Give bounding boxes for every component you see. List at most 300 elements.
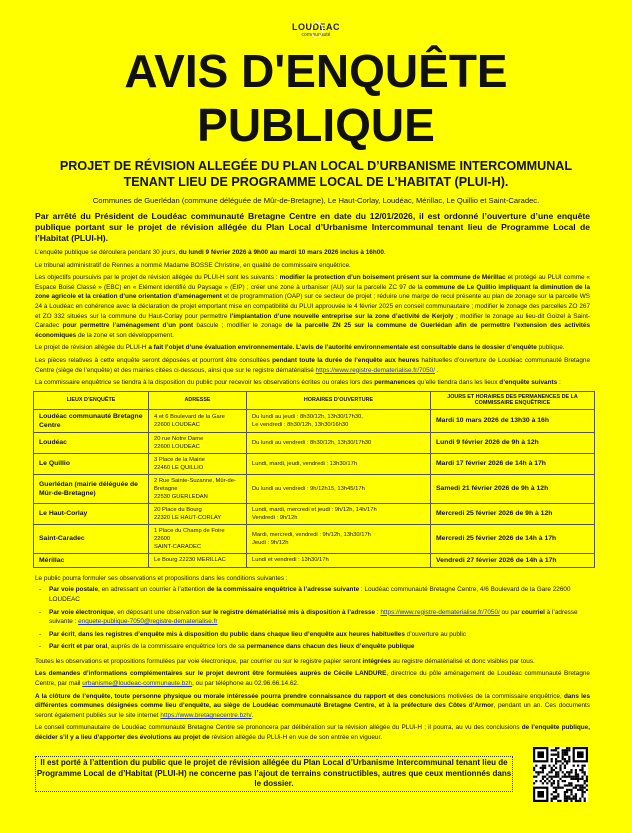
hours-cell [247, 409, 431, 432]
qr-module [573, 795, 575, 797]
qr-module [553, 753, 555, 755]
qr-module [548, 775, 550, 777]
text-segment: Les demandes d’informations complémentaires sur le projet devront être formulées auprès de Cécile LANDURE [35, 670, 387, 678]
intro-paragraphs [35, 248, 590, 388]
text-segment: . [434, 366, 439, 374]
qr-module [581, 793, 583, 795]
qr-module [577, 777, 579, 779]
address-line: Le Bourg 22230 MERILLAC [154, 557, 226, 564]
qr-module [540, 766, 542, 768]
intro-section [35, 211, 590, 388]
place-cell: Mérillac [34, 553, 149, 567]
text-segment: courriel [521, 608, 545, 616]
qr-module [564, 766, 566, 768]
qr-module [566, 760, 568, 762]
qr-module [542, 764, 544, 766]
conditions-list [35, 585, 590, 652]
paragraph [35, 669, 590, 688]
permanence-cell: Lundi 9 février 2026 de 9h à 12h [431, 432, 595, 453]
qr-module [581, 788, 583, 790]
address-cell [149, 409, 247, 432]
address-cell [149, 474, 247, 503]
qr-module [557, 782, 559, 784]
address-line: 22460 LE QUILLIO [154, 464, 204, 471]
qr-module [584, 791, 586, 793]
qr-module [568, 775, 570, 777]
text-segment: permanences [374, 379, 416, 387]
text-segment: du lundi 9 février 2026 à 9h00 au mardi 10 mars 2026 inclus à 16h00 [178, 249, 384, 256]
qr-module [564, 753, 566, 755]
qr-module [577, 773, 579, 775]
closing-paragraphs [35, 657, 590, 743]
qr-module [546, 773, 548, 775]
qr-module [577, 775, 579, 777]
text-segment: permanence dans chacun des lieux d’enquête publique [246, 643, 415, 651]
text-segment: bascule ; modifier le zonage [193, 322, 286, 330]
qr-module [542, 775, 544, 777]
text-segment: ; modifier le zonage au lieu-dit Goizel à Saint-Caradec [35, 312, 590, 330]
text-segment: Les objectifs poursuivis par le projet de révision allégée du PLUI-H sont les suivants : [35, 274, 280, 282]
qr-module [553, 791, 555, 793]
qr-module [551, 758, 553, 760]
qr-module [553, 797, 555, 799]
qr-module [570, 777, 572, 779]
qr-module [555, 795, 557, 797]
qr-module [559, 769, 561, 771]
column-header: ADRESSE [149, 391, 247, 409]
qr-module [568, 773, 570, 775]
qr-module [579, 797, 581, 799]
text-segment: . [251, 711, 254, 719]
qr-module [555, 797, 557, 799]
qr-module [581, 769, 583, 771]
qr-module [546, 777, 548, 779]
qr-module [553, 764, 555, 766]
permanences-table [33, 391, 595, 568]
text-segment: de la parcelle ZN 25 sur la commune de Guerlédan afin de permettre l’extension des activités économiques [35, 322, 591, 339]
address-cell [149, 453, 247, 474]
qr-module [533, 775, 535, 777]
address-line: 20 rue Notre Dame [154, 435, 204, 442]
qr-code-icon[interactable] [533, 747, 588, 802]
qr-module [540, 780, 542, 782]
permanence-cell: Mercredi 25 février 2026 de 9h à 12h [431, 503, 595, 524]
qr-module [581, 795, 583, 797]
qr-module [579, 788, 581, 790]
text-segment: au registre dématérialisé et donc visibles par tous. [390, 657, 535, 665]
qr-module [533, 782, 535, 784]
text-segment: , auprès de la commissaire enquêtrice lors de sa [107, 643, 247, 651]
qr-module [562, 751, 564, 753]
qr-module [559, 786, 561, 788]
place-cell: Guerlédan (mairie déléguée de Mûr-de-Bretagne) [34, 474, 149, 503]
footer-row [35, 747, 590, 802]
qr-module [564, 780, 566, 782]
hours-line: Lundi, mardi, jeudi, vendredi : 13h30/17h [252, 460, 358, 467]
qr-module [533, 766, 535, 768]
text-segment: Toutes les observations et propositions formulées par voie électronique, par courrier ou sur le registre papier seront [35, 657, 363, 665]
qr-module [555, 758, 557, 760]
qr-module [562, 762, 564, 764]
qr-module [562, 758, 564, 760]
text-segment: publique. [536, 344, 565, 352]
qr-module [566, 753, 568, 755]
qr-module [553, 786, 555, 788]
notice-box: Il est porté à l’attention du public que le projet de révision allégée du Plan Local d’Urbanisme Intercommunal tenant lieu de Programme Local de d’Habitat (PLUI-H) ne concerne pas l’ajout de terrains constructibles, autres que ceux mentionnés dans le dossier. [35, 756, 513, 792]
text-segment: Les pièces relatives à cette enquête seront déposées et pourront être consultées [35, 356, 273, 364]
text-segment: à l’adresse suivante : [49, 608, 578, 626]
qr-module [584, 773, 586, 775]
qr-module [557, 755, 559, 757]
qr-module [546, 782, 548, 784]
qr-module [551, 777, 553, 779]
hours-line: Le vendredi : 8h30/12h, 13h30/16h30 [252, 421, 349, 428]
link[interactable]: https://www.registre-dematerialise.fr/7050/ [380, 608, 500, 616]
qr-module [542, 782, 544, 784]
qr-module [564, 791, 566, 793]
text-segment: Par voie électronique [49, 608, 114, 616]
qr-module [555, 786, 557, 788]
text-segment: révision allégée du PLUi-H en vue de son entrée en vigueur. [209, 734, 383, 742]
qr-module [544, 775, 546, 777]
qr-module [579, 777, 581, 779]
qr-module [575, 786, 577, 788]
qr-module [573, 777, 575, 779]
qr-module [575, 793, 577, 795]
text-segment: l’implantation d’une nouvelle entreprise sur la zone d’activité de Kerjoly [229, 312, 454, 320]
paragraph [35, 657, 590, 667]
text-segment: pendant toute la durée de l’enquête aux heures [272, 356, 420, 364]
communes-list: Communes de Guerlédan (commune déléguée de Mûr-de-Bretagne), Le Haut-Corlay, Loudéac, Mérillac, Le Quillio et Saint-Caradec. [92, 196, 540, 205]
qr-module [566, 784, 568, 786]
qr-module [551, 797, 553, 799]
qr-module [586, 780, 588, 782]
qr-module [564, 799, 566, 801]
text-segment: Par écrit et par oral [49, 643, 108, 651]
qr-module [581, 775, 583, 777]
qr-module [581, 771, 583, 773]
qr-finder [577, 751, 584, 758]
qr-module [584, 780, 586, 782]
text-segment: . [383, 249, 386, 256]
address-line: 1 Place du Champ de Foire 22600 [154, 527, 225, 542]
hours-line: Lundi et vendredi : 13h30/17h [252, 557, 329, 564]
column-header: JOURS ET HORAIRES DES PERMANENCES DE LA COMMISSAIRE ENQUÊTRICE [431, 391, 595, 409]
qr-module [542, 769, 544, 771]
logo-ring-icon [311, 22, 323, 38]
qr-module [564, 784, 566, 786]
qr-module [537, 773, 539, 775]
paragraph [35, 723, 590, 742]
qr-module [564, 795, 566, 797]
subtitle [0, 158, 632, 190]
qr-module [579, 799, 581, 801]
qr-module [542, 777, 544, 779]
qr-module [555, 775, 557, 777]
text-segment: d’ouverture au public [404, 630, 466, 638]
place-cell: Le Haut-Corlay [34, 503, 149, 524]
qr-module [551, 766, 553, 768]
text-segment: modifier la protection d’un boisement présent sur la commune de Mérillac [279, 274, 506, 282]
qr-module [584, 799, 586, 801]
paragraph [35, 356, 590, 375]
qr-module [568, 788, 570, 790]
qr-module [544, 766, 546, 768]
text-segment: et de programmation (OAP) sur ce secteur de projet ; réduire une marge de recul présente au plan de zonage sur la parcelle WS 24 à Loudéac en cohérence avec la déclaration de projet emportant mise en compatibilité du PLUI approuvée le 4 février 2025 en conseil communautaire ; modifier le zonage des parcelles ZO 267 et ZO 332 situées sur la commune du Haut-Corlay pour permettre [35, 293, 590, 320]
qr-module [555, 762, 557, 764]
link[interactable]: https://www.bretagnecentre.bzh/ [160, 711, 252, 719]
qr-module [555, 747, 557, 749]
text-segment: de l’enquête publique, décider s’il y a lieu d’apporter des évolutions au projet de [35, 724, 590, 742]
qr-module [568, 795, 570, 797]
text-segment: , [74, 630, 79, 638]
qr-module [575, 784, 577, 786]
qr-finder [537, 791, 544, 798]
text-segment: , en déposant une observation [113, 608, 202, 616]
logo-text: LOUDEAC [292, 22, 340, 32]
table-row [34, 432, 595, 453]
qr-module [577, 799, 579, 801]
qr-module [555, 771, 557, 773]
qr-finder [537, 751, 544, 758]
qr-module [555, 773, 557, 775]
qr-module [570, 771, 572, 773]
address-line: SAINT-CARADEC [154, 543, 202, 550]
qr-module [553, 782, 555, 784]
qr-module [557, 771, 559, 773]
qr-module [551, 753, 553, 755]
table-row [34, 503, 595, 524]
text-segment: et protégé au PLUI comme « Espace Boisé Classé » (EBC) en « Elément identifié du Paysage » (EIP) ; créer une zone à urbaniser (AU) sur la parcelle ZC 97 de la [35, 274, 590, 291]
qr-module [570, 782, 572, 784]
address-cell [149, 524, 247, 553]
hours-line: Du lundi au jeudi : 8h30/12h, 13h30/17h30, [252, 413, 363, 420]
qr-module [568, 771, 570, 773]
qr-module [581, 777, 583, 779]
qr-module [562, 786, 564, 788]
text-segment: a fait l’objet d’une évaluation environnementale. L’avis de l’autorité environnementale est consultable dans le dossier d’enquête [148, 344, 537, 352]
qr-module [553, 769, 555, 771]
text-segment: L’enquête publique se déroulera pendant 30 jours, [35, 249, 179, 256]
hours-line: Mardi, mercredi, vendredi : 9h/12h, 13h30/17h [252, 531, 371, 538]
text-segment: , ou par téléphone au 02.96.66.14.62. [192, 680, 299, 688]
hours-line: Du lundi au vendredi : 9h/12h15, 13h45/17h [252, 485, 365, 492]
qr-module [575, 797, 577, 799]
table-row [34, 524, 595, 553]
qr-module [584, 786, 586, 788]
place-cell: Loudéac communauté Bretagne Centre [34, 409, 149, 432]
qr-module [557, 760, 559, 762]
qr-module [559, 777, 561, 779]
qr-module [564, 760, 566, 762]
permanence-cell: Mercredi 25 février 2026 de 14h à 17h [431, 524, 595, 553]
qr-module [557, 786, 559, 788]
paragraph [35, 261, 590, 271]
address-line: 4 et 6 Boulevard de la Gare [154, 413, 225, 420]
text-segment: Par voie postale [49, 586, 99, 594]
qr-module [551, 793, 553, 795]
permanence-cell: Vendredi 27 février 2026 de 14h à 17h [431, 553, 595, 567]
text-segment: intégrées [362, 657, 391, 665]
qr-module [564, 764, 566, 766]
text-segment: , pendant un an. Ces documents seront également publiés sur le site internet [35, 702, 590, 719]
qr-module [577, 788, 579, 790]
qr-module [551, 769, 553, 771]
qr-module [566, 771, 568, 773]
qr-module [535, 764, 537, 766]
qr-module [559, 764, 561, 766]
qr-module [577, 784, 579, 786]
qr-module [533, 769, 535, 771]
text-segment: A la clôture de l’enquête, toute personne physique ou morale intéressée pourra prendre connaissance du rapport et des conclus [35, 692, 434, 700]
qr-module [566, 747, 568, 749]
qr-module [570, 788, 572, 790]
qr-module [568, 749, 570, 751]
qr-module [555, 788, 557, 790]
address-line: 22600 LOUDEAC [154, 421, 200, 428]
text-segment: de la commissaire enquêtrice à l’adresse suivante [207, 586, 360, 594]
link[interactable]: urbanisme@loudeac-communaute.bzh [82, 680, 193, 688]
qr-module [575, 771, 577, 773]
subtitle-line-2: TENANT LIEU DE PROGRAMME LOCAL DE L’HABITAT (PLUI-H). [123, 175, 509, 189]
text-segment: Le projet de révision allégée du PLUI-H [35, 344, 149, 352]
qr-module [555, 753, 557, 755]
column-header: HORAIRES D’OUVERTURE [247, 391, 431, 409]
text-segment: qu’elle tiendra dans les lieux [415, 379, 500, 387]
qr-module [584, 771, 586, 773]
link[interactable]: https://www.registre-dematerialise.fr/7050/ [315, 366, 435, 374]
qr-module [570, 799, 572, 801]
hours-cell [247, 474, 431, 503]
qr-module [557, 753, 559, 755]
qr-module [568, 784, 570, 786]
qr-module [570, 775, 572, 777]
address-line: 22530 GUERLEDAN [154, 493, 208, 500]
qr-module [557, 751, 559, 753]
qr-module [551, 799, 553, 801]
place-cell: Loudéac [34, 432, 149, 453]
qr-module [584, 764, 586, 766]
qr-module [557, 793, 559, 795]
text-segment: : Loudéac communauté Bretagne Centre, 4/6 Boulevard de la Gare 22600 LOUDEAC [49, 586, 571, 603]
qr-module [551, 771, 553, 773]
hours-line: Lundi, mardi, mercredi et jeudi : 9h/12h, 14h/17h [252, 506, 377, 513]
paragraph [35, 343, 590, 353]
qr-module [551, 749, 553, 751]
qr-module [564, 758, 566, 760]
qr-module [575, 795, 577, 797]
qr-module [568, 747, 570, 749]
qr-module [568, 797, 570, 799]
text-segment: Le conseil communautaire de Loudéac communauté Bretagne Centre se prononcera par délibération sur la révision allégée du PLUi-H ; il pourra, au vu des conclusions [35, 724, 522, 732]
table-row [34, 553, 595, 567]
text-segment: Par écrit [49, 630, 75, 638]
qr-module [575, 769, 577, 771]
qr-module [553, 780, 555, 782]
qr-module [535, 771, 537, 773]
qr-module [562, 755, 564, 757]
qr-module [566, 775, 568, 777]
qr-module [579, 786, 581, 788]
permanence-cell: Samedi 21 février 2026 de 9h à 12h [431, 474, 595, 503]
table-row [34, 409, 595, 432]
permanence-cell: Mardi 10 mars 2026 de 13h30 à 16h [431, 409, 595, 432]
address-line: 22600 LOUDEAC [154, 443, 200, 450]
qr-module [586, 788, 588, 790]
qr-module [570, 784, 572, 786]
qr-module [557, 784, 559, 786]
qr-module [575, 799, 577, 801]
paragraph [35, 378, 590, 388]
table-row [34, 474, 595, 503]
condition-item [49, 585, 590, 604]
qr-module [586, 777, 588, 779]
qr-module [581, 784, 583, 786]
hours-cell [247, 453, 431, 474]
qr-module [581, 766, 583, 768]
qr-module [537, 771, 539, 773]
qr-module [559, 760, 561, 762]
qr-module [557, 775, 559, 777]
qr-module [581, 786, 583, 788]
qr-module [568, 758, 570, 760]
hours-line: Jeudi : 9h/12h [252, 539, 289, 546]
qr-module [579, 784, 581, 786]
qr-module [557, 799, 559, 801]
text-segment: ou par [499, 608, 522, 616]
address-cell [149, 432, 247, 453]
qr-module [557, 773, 559, 775]
qr-module [551, 782, 553, 784]
address-line: 20 Place du Bourg [154, 506, 202, 513]
qr-module [553, 749, 555, 751]
hours-cell [247, 432, 431, 453]
paragraph [35, 273, 590, 340]
conditions-intro: Le public pourra formuler ses observations et propositions dans les conditions suivantes : [35, 574, 288, 582]
qr-module [584, 797, 586, 799]
qr-module [562, 775, 564, 777]
link[interactable]: enquete-publique-7050@registre-dematerialise.fr [78, 618, 218, 626]
condition-item [49, 630, 590, 640]
qr-module [553, 775, 555, 777]
address-line: 3 Place de la Mairie [154, 456, 205, 463]
qr-module [566, 751, 568, 753]
paragraph [35, 248, 590, 258]
address-cell [149, 503, 247, 524]
text-segment: , directrice du pôle aménagement de Loudéac communauté Bretagne Centre, par mail [35, 670, 590, 688]
text-segment: : [375, 608, 381, 616]
qr-module [586, 784, 588, 786]
qr-module [548, 780, 550, 782]
qr-module [551, 775, 553, 777]
qr-module [579, 769, 581, 771]
qr-module [570, 797, 572, 799]
qr-module [573, 764, 575, 766]
hours-line: Vendredi : 9h/12h [252, 514, 298, 521]
address-line: 22320 LE HAUT-CORLAY [154, 514, 222, 521]
qr-module [577, 780, 579, 782]
qr-module [568, 760, 570, 762]
qr-module [535, 780, 537, 782]
column-header: LIEUX D’ENQUÊTE [34, 391, 149, 409]
qr-module [566, 762, 568, 764]
hours-cell [247, 524, 431, 553]
qr-module [575, 775, 577, 777]
permanence-cell: Mardi 17 février 2026 de 14h à 17h [431, 453, 595, 474]
title-line-2: PUBLIQUE [197, 99, 435, 151]
qr-module [553, 795, 555, 797]
text-segment: sur le registre dématérialisé mis à disposition à l’adresse [201, 608, 376, 616]
